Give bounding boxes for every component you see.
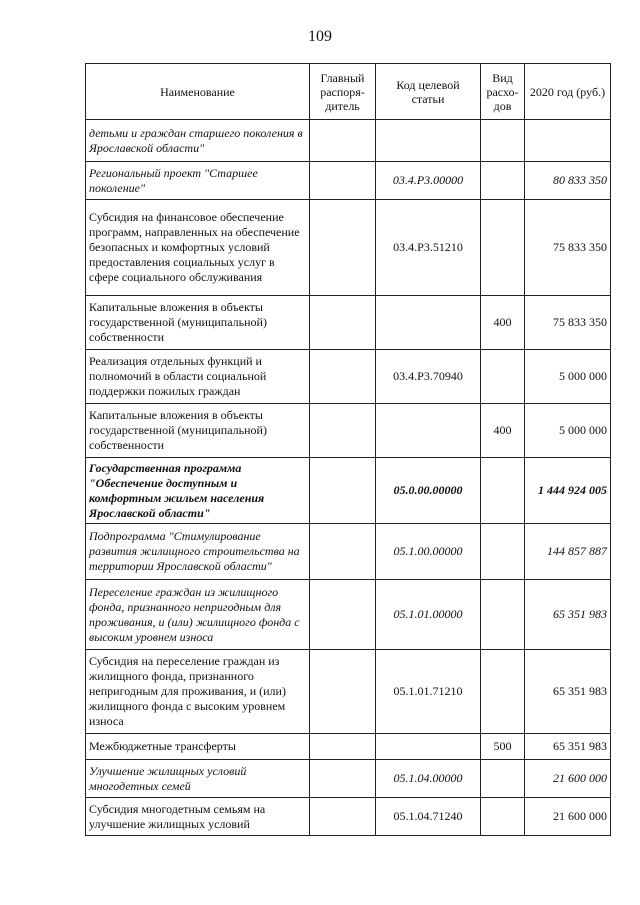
row-code: 03.4.P3.70940 xyxy=(376,350,481,404)
row-kind: 500 xyxy=(481,734,525,760)
row-kind xyxy=(481,760,525,798)
row-kind xyxy=(481,350,525,404)
row-amount: 65 351 983 xyxy=(525,734,611,760)
page-number: 109 xyxy=(308,28,332,45)
row-manager xyxy=(310,760,376,798)
table-row xyxy=(86,580,611,650)
row-code: 05.1.04.00000 xyxy=(376,760,481,798)
table-row xyxy=(86,120,611,162)
row-kind xyxy=(481,200,525,296)
row-code: 03.4.P3.51210 xyxy=(376,200,481,296)
row-manager xyxy=(310,120,376,162)
row-name: Субсидия на финансовое обеспечение программ, направленных на обеспечение безопасных и комфортных условий предоставления социальных услуг в сфере социального обслуживания xyxy=(86,200,310,296)
row-kind xyxy=(481,120,525,162)
table-row xyxy=(86,404,611,458)
row-amount xyxy=(525,120,611,162)
row-amount: 5 000 000 xyxy=(525,350,611,404)
row-manager xyxy=(310,580,376,650)
row-manager xyxy=(310,524,376,580)
table-row xyxy=(86,760,611,798)
table-row xyxy=(86,200,611,296)
row-name: детьми и граждан старшего поколения в Ярославской области" xyxy=(86,120,310,162)
row-amount: 21 600 000 xyxy=(525,798,611,836)
row-code: 03.4.P3.00000 xyxy=(376,162,481,200)
row-manager xyxy=(310,458,376,524)
row-kind xyxy=(481,458,525,524)
table-row xyxy=(86,734,611,760)
row-kind xyxy=(481,798,525,836)
row-amount: 21 600 000 xyxy=(525,760,611,798)
row-code xyxy=(376,296,481,350)
row-name: Переселение граждан из жилищного фонда, признанного непригодным для проживания, и (или) жилищного фонда с высоким уровнем износа xyxy=(86,580,310,650)
row-manager xyxy=(310,162,376,200)
table-body xyxy=(86,120,611,836)
row-manager xyxy=(310,404,376,458)
table-row xyxy=(86,296,611,350)
row-code: 05.1.01.71210 xyxy=(376,650,481,734)
row-amount: 75 833 350 xyxy=(525,296,611,350)
row-manager xyxy=(310,734,376,760)
table-row xyxy=(86,458,611,524)
row-name: Подпрограмма "Стимулирование развития жилищного строительства на территории Ярославской области" xyxy=(86,524,310,580)
row-code xyxy=(376,120,481,162)
row-amount: 65 351 983 xyxy=(525,580,611,650)
row-kind xyxy=(481,162,525,200)
header-name: Наименование xyxy=(86,64,310,120)
row-name: Государственная программа "Обеспечение доступным и комфортным жильем населения Ярославской области" xyxy=(86,458,310,524)
header-amount: 2020 год (руб.) xyxy=(525,64,611,120)
table-row xyxy=(86,798,611,836)
table-row xyxy=(86,524,611,580)
row-code: 05.0.00.00000 xyxy=(376,458,481,524)
row-code xyxy=(376,734,481,760)
row-code xyxy=(376,404,481,458)
row-kind xyxy=(481,580,525,650)
row-manager xyxy=(310,350,376,404)
row-code: 05.1.01.00000 xyxy=(376,580,481,650)
table-row xyxy=(86,162,611,200)
header-manager: Главный распоря-дитель xyxy=(310,64,376,120)
row-kind: 400 xyxy=(481,404,525,458)
row-manager xyxy=(310,798,376,836)
row-amount: 80 833 350 xyxy=(525,162,611,200)
table-row xyxy=(86,350,611,404)
row-name: Субсидия многодетным семьям на улучшение жилищных условий xyxy=(86,798,310,836)
row-name: Капитальные вложения в объекты государственной (муниципальной) собственности xyxy=(86,404,310,458)
row-name: Региональный проект "Старшее поколение" xyxy=(86,162,310,200)
row-name: Субсидия на переселение граждан из жилищного фонда, признанного непригодным для проживания, и (или) жилищного фонда с высоким уровнем износа xyxy=(86,650,310,734)
row-manager xyxy=(310,296,376,350)
row-manager xyxy=(310,650,376,734)
row-amount: 65 351 983 xyxy=(525,650,611,734)
header-kind: Вид расхо-дов xyxy=(481,64,525,120)
row-amount: 144 857 887 xyxy=(525,524,611,580)
budget-table xyxy=(85,63,611,836)
row-manager xyxy=(310,200,376,296)
table-row xyxy=(86,650,611,734)
row-kind xyxy=(481,524,525,580)
row-name: Межбюджетные трансферты xyxy=(86,734,310,760)
row-kind: 400 xyxy=(481,296,525,350)
row-code: 05.1.00.00000 xyxy=(376,524,481,580)
table-header-row xyxy=(86,64,611,120)
row-name: Реализация отдельных функций и полномочий в области социальной поддержки пожилых граждан xyxy=(86,350,310,404)
row-name: Капитальные вложения в объекты государственной (муниципальной) собственности xyxy=(86,296,310,350)
row-kind xyxy=(481,650,525,734)
row-name: Улучшение жилищных условий многодетных семей xyxy=(86,760,310,798)
header-code: Код целевой статьи xyxy=(376,64,481,120)
row-amount: 1 444 924 005 xyxy=(525,458,611,524)
row-code: 05.1.04.71240 xyxy=(376,798,481,836)
row-amount: 5 000 000 xyxy=(525,404,611,458)
row-amount: 75 833 350 xyxy=(525,200,611,296)
